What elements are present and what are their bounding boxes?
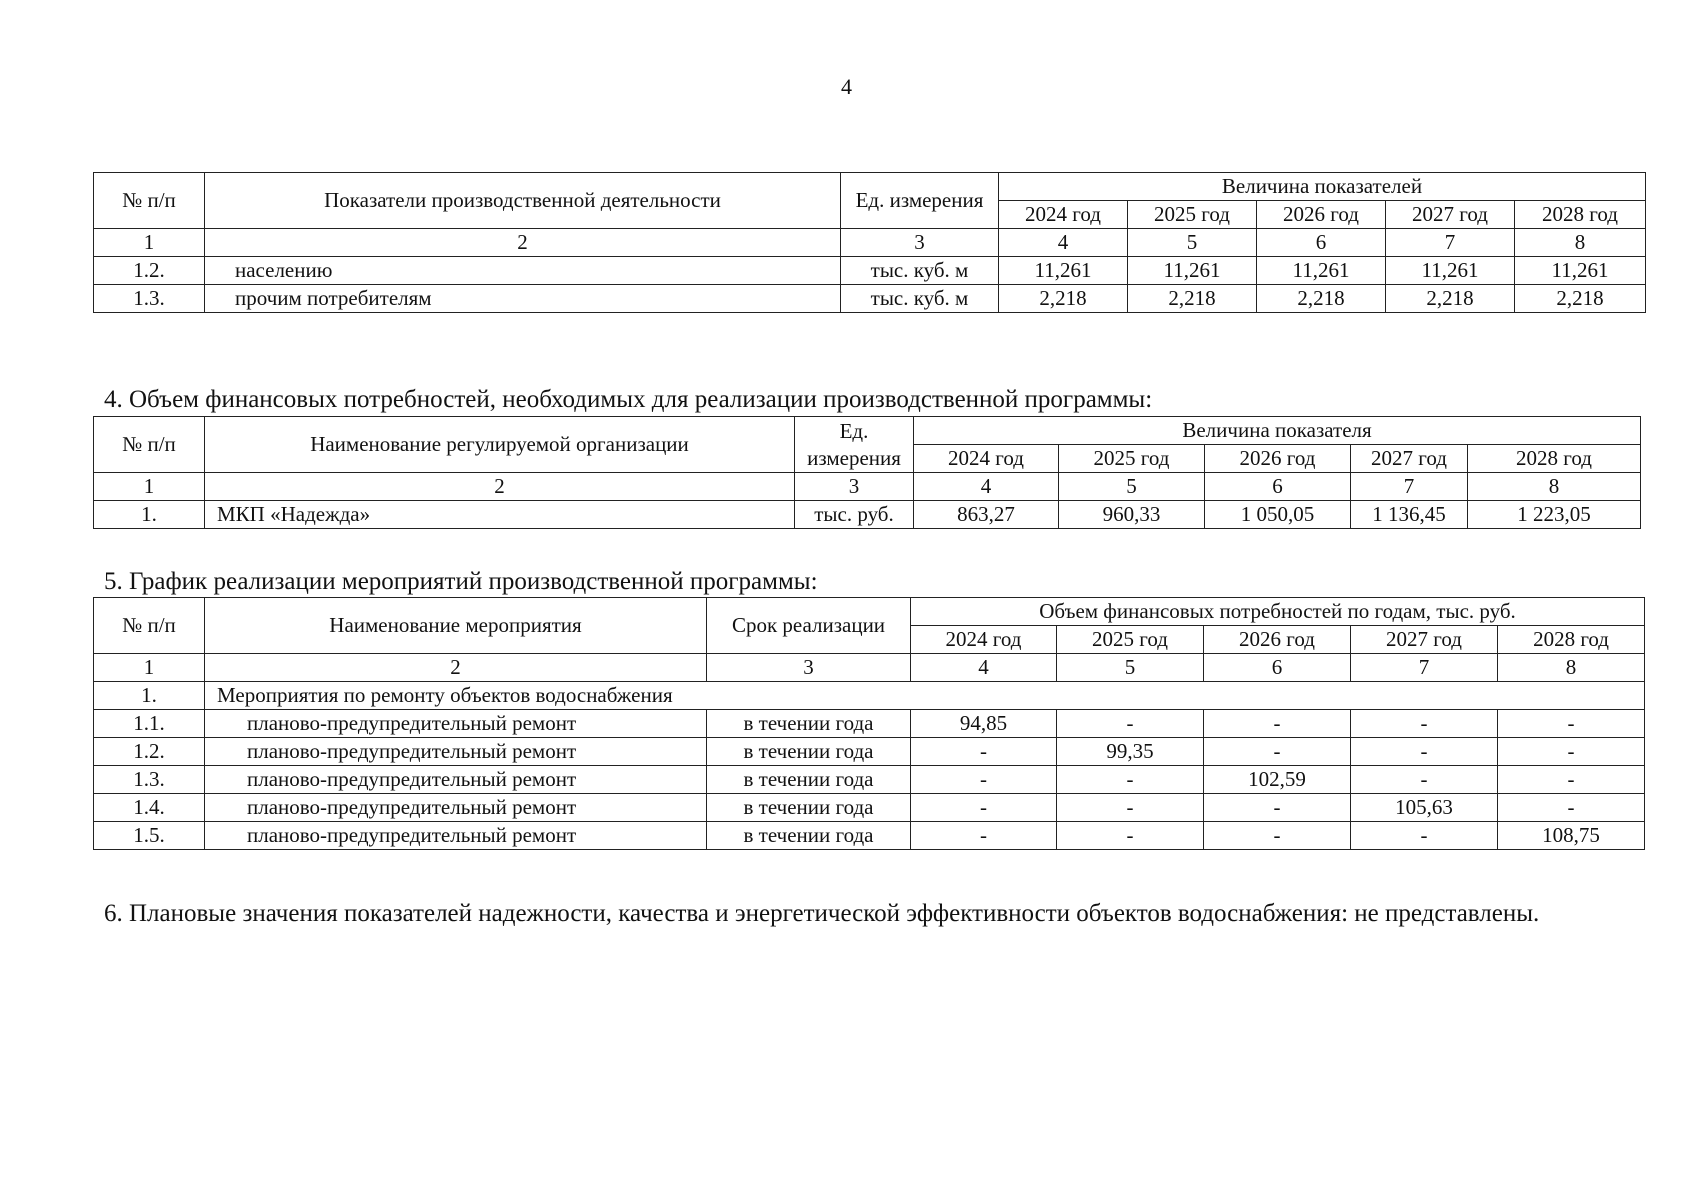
row-value: 960,33 <box>1059 501 1205 529</box>
column-number: 7 <box>1386 229 1515 257</box>
row-value: 11,261 <box>999 257 1128 285</box>
row-value: - <box>1351 822 1498 850</box>
header-value-group: Объем финансовых потребностей по годам, тыс. руб. <box>911 598 1645 626</box>
column-number: 2 <box>205 654 707 682</box>
row-unit: тыс. руб. <box>795 501 914 529</box>
header-num: № п/п <box>94 417 205 473</box>
header-num: № п/п <box>94 173 205 229</box>
row-term: в течении года <box>707 822 911 850</box>
table-row <box>94 794 1645 822</box>
column-number: 7 <box>1351 473 1468 501</box>
row-value: - <box>1498 738 1645 766</box>
section-4-heading: 4. Объем финансовых потребностей, необходимых для реализации производственной программы: <box>104 386 1153 413</box>
row-value: 102,59 <box>1204 766 1351 794</box>
row-num: 1.1. <box>94 710 205 738</box>
row-term: в течении года <box>707 794 911 822</box>
row-value: 11,261 <box>1257 257 1386 285</box>
column-number: 5 <box>1057 654 1204 682</box>
header-year: 2027 год <box>1386 201 1515 229</box>
header-unit: Ед. измерения <box>795 417 914 473</box>
header-value-group: Величина показателей <box>999 173 1646 201</box>
column-number: 3 <box>707 654 911 682</box>
row-unit: тыс. куб. м <box>841 285 999 313</box>
group-row <box>94 682 1645 710</box>
section-5-heading: 5. График реализации мероприятий производственной программы: <box>104 568 818 595</box>
row-value: 1 223,05 <box>1468 501 1641 529</box>
header-year: 2026 год <box>1205 445 1351 473</box>
column-number: 1 <box>94 229 205 257</box>
column-number: 7 <box>1351 654 1498 682</box>
row-value: 11,261 <box>1515 257 1646 285</box>
group-num: 1. <box>94 682 205 710</box>
column-number: 1 <box>94 654 205 682</box>
header-year: 2025 год <box>1057 626 1204 654</box>
row-value: 99,35 <box>1057 738 1204 766</box>
header-year: 2027 год <box>1351 445 1468 473</box>
row-value: - <box>911 794 1057 822</box>
column-number: 8 <box>1515 229 1646 257</box>
header-term: Срок реализации <box>707 598 911 654</box>
row-value: - <box>911 738 1057 766</box>
row-value: - <box>911 766 1057 794</box>
row-name: МКП «Надежда» <box>205 501 795 529</box>
row-value: 11,261 <box>1128 257 1257 285</box>
row-value: 1 050,05 <box>1205 501 1351 529</box>
header-year: 2024 год <box>911 626 1057 654</box>
row-value: - <box>1057 822 1204 850</box>
page-number: 4 <box>841 74 852 99</box>
row-value: 2,218 <box>1386 285 1515 313</box>
header-value-group: Величина показателя <box>914 417 1641 445</box>
row-num: 1. <box>94 501 205 529</box>
row-num: 1.2. <box>94 257 205 285</box>
column-number: 4 <box>914 473 1059 501</box>
table-row <box>94 822 1645 850</box>
row-term: в течении года <box>707 766 911 794</box>
header-year: 2024 год <box>999 201 1128 229</box>
group-name: Мероприятия по ремонту объектов водоснабжения <box>205 682 1645 710</box>
header-year: 2025 год <box>1059 445 1205 473</box>
column-number: 4 <box>911 654 1057 682</box>
header-year: 2026 год <box>1257 201 1386 229</box>
column-number: 6 <box>1204 654 1351 682</box>
row-name: населению <box>205 257 841 285</box>
row-value: - <box>1057 766 1204 794</box>
table-row <box>94 501 1641 529</box>
schedule-table <box>93 597 1645 850</box>
header-name: Показатели производственной деятельности <box>205 173 841 229</box>
row-value: 94,85 <box>911 710 1057 738</box>
row-num: 1.4. <box>94 794 205 822</box>
row-value: - <box>1204 822 1351 850</box>
row-name: планово-предупредительный ремонт <box>205 738 707 766</box>
row-name: прочим потребителям <box>205 285 841 313</box>
row-value: 1 136,45 <box>1351 501 1468 529</box>
column-number: 2 <box>205 473 795 501</box>
table-row <box>94 766 1645 794</box>
row-value: - <box>1498 710 1645 738</box>
row-unit: тыс. куб. м <box>841 257 999 285</box>
row-value: 11,261 <box>1386 257 1515 285</box>
row-num: 1.3. <box>94 285 205 313</box>
header-year: 2027 год <box>1351 626 1498 654</box>
row-value: 108,75 <box>1498 822 1645 850</box>
row-value: 105,63 <box>1351 794 1498 822</box>
column-number: 5 <box>1128 229 1257 257</box>
row-num: 1.5. <box>94 822 205 850</box>
row-value: - <box>1498 794 1645 822</box>
production-indicators-table <box>93 172 1646 313</box>
row-num: 1.3. <box>94 766 205 794</box>
row-value: - <box>1057 794 1204 822</box>
financial-needs-table <box>93 416 1641 529</box>
table-row <box>94 710 1645 738</box>
column-number: 3 <box>841 229 999 257</box>
row-value: - <box>1498 766 1645 794</box>
row-value: - <box>1057 710 1204 738</box>
column-number: 3 <box>795 473 914 501</box>
column-number-row <box>94 473 1641 501</box>
header-year: 2025 год <box>1128 201 1257 229</box>
row-value: - <box>1204 710 1351 738</box>
header-year: 2028 год <box>1468 445 1641 473</box>
row-num: 1.2. <box>94 738 205 766</box>
row-value: - <box>1351 766 1498 794</box>
row-name: планово-предупредительный ремонт <box>205 794 707 822</box>
row-name: планово-предупредительный ремонт <box>205 710 707 738</box>
header-year: 2028 год <box>1498 626 1645 654</box>
table-row <box>94 738 1645 766</box>
row-value: 2,218 <box>999 285 1128 313</box>
column-number: 4 <box>999 229 1128 257</box>
header-year: 2028 год <box>1515 201 1646 229</box>
column-number: 1 <box>94 473 205 501</box>
column-number: 6 <box>1205 473 1351 501</box>
row-term: в течении года <box>707 738 911 766</box>
table-row <box>94 257 1646 285</box>
header-name: Наименование регулируемой организации <box>205 417 795 473</box>
column-number: 5 <box>1059 473 1205 501</box>
row-value: 863,27 <box>914 501 1059 529</box>
row-value: 2,218 <box>1257 285 1386 313</box>
section-6-paragraph: 6. Плановые значения показателей надежности, качества и энергетической эффективности объектов водоснабжения: не представлены. <box>104 900 1540 927</box>
row-term: в течении года <box>707 710 911 738</box>
row-name: планово-предупредительный ремонт <box>205 766 707 794</box>
column-number-row <box>94 229 1646 257</box>
header-num: № п/п <box>94 598 205 654</box>
row-value: - <box>1204 738 1351 766</box>
row-value: - <box>911 822 1057 850</box>
row-value: - <box>1351 710 1498 738</box>
row-value: - <box>1351 738 1498 766</box>
table-row <box>94 285 1646 313</box>
header-year: 2026 год <box>1204 626 1351 654</box>
header-unit: Ед. измерения <box>841 173 999 229</box>
column-number: 8 <box>1498 654 1645 682</box>
row-value: - <box>1204 794 1351 822</box>
row-value: 2,218 <box>1515 285 1646 313</box>
header-year: 2024 год <box>914 445 1059 473</box>
row-name: планово-предупредительный ремонт <box>205 822 707 850</box>
column-number: 6 <box>1257 229 1386 257</box>
column-number-row <box>94 654 1645 682</box>
row-value: 2,218 <box>1128 285 1257 313</box>
column-number: 2 <box>205 229 841 257</box>
column-number: 8 <box>1468 473 1641 501</box>
header-name: Наименование мероприятия <box>205 598 707 654</box>
